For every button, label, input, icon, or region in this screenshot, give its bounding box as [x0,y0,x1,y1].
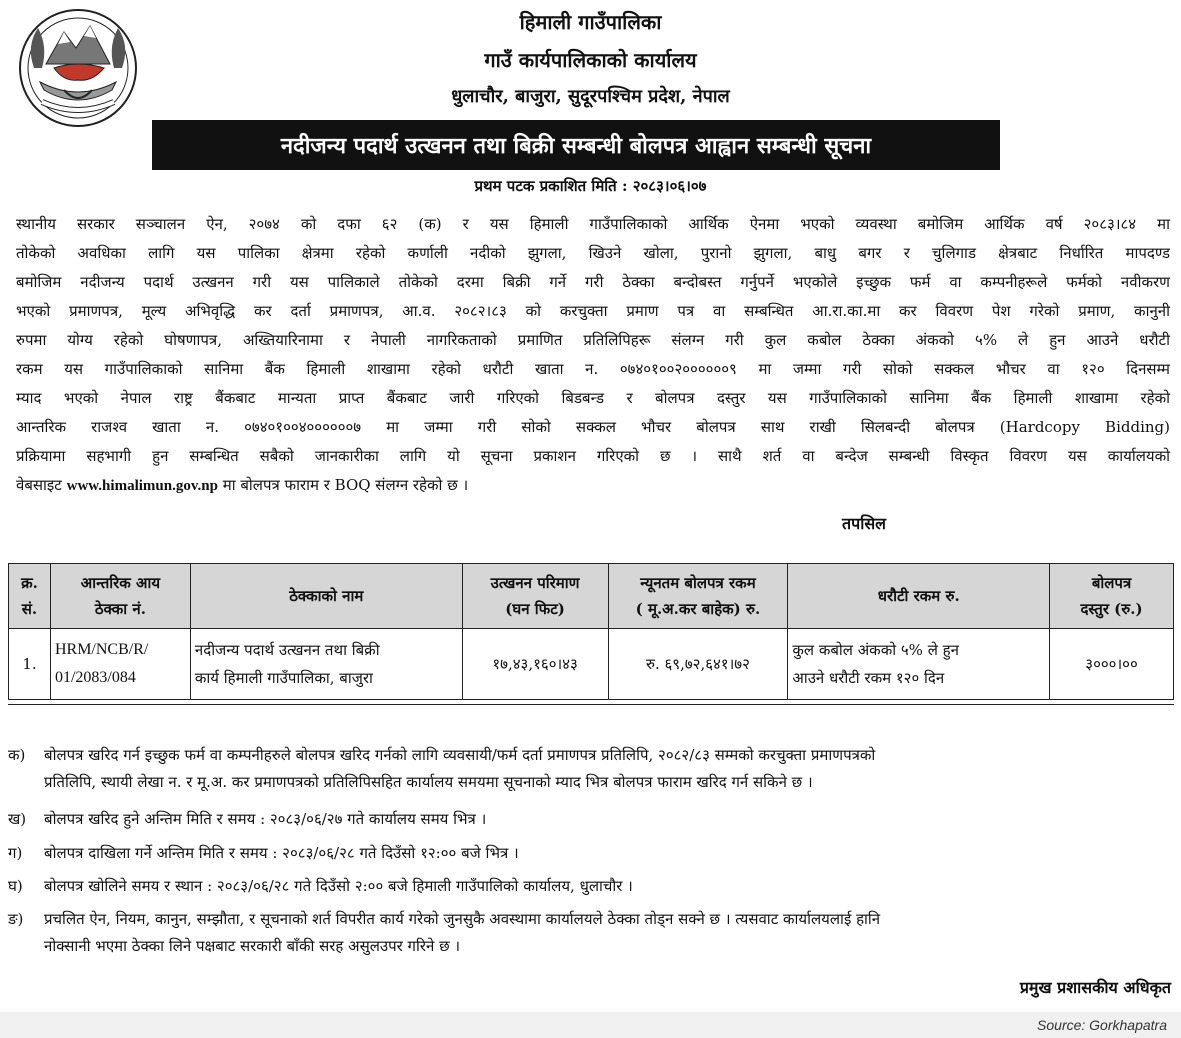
cell-contract-name: नदीजन्य पदार्थ उत्खनन तथा बिक्री कार्य हिमाली गाउँपालिका, बाजुरा [190,629,462,700]
table-row [9,629,1174,700]
body-line: म्याद भएको नेपाल राष्ट्र बैंकबाट मान्यता प्राप्त बैंकबाट जारी गरिएको बिडबन्ड र बोलपत्र दस्तुर यस गाउँपालिकाको सानिमा बैंक हिमाली शाखामा रहेको [16,389,1171,407]
condition-text: बोलपत्र खरिद गर्न इच्छुक फर्म वा कम्पनीहरुले बोलपत्र खरिद गर्नको लागि व्यवसायी/फर्म दर्ता प्रमाणपत्र प्रतिलिपि, २०८२/८३ सम्मको करचुक्ता प्रमाणपत्रको [44,746,876,764]
cell-sn: 1. [9,629,51,700]
notice-body [16,210,1170,501]
body-line: बमोजिम नदीजन्य पदार्थ उत्खनन गरी यस पालिकाले तोकेको दरमा बिक्री गर्ने गरी ठेक्का बन्दोबस्त गर्नुपर्ने भएकोले इच्छुक फर्म वा कम्पनीहरूले फर्मको नवीकरण [16,273,1170,291]
body-line: स्थानीय सरकार सञ्चालन ऐन, २०७४ को दफा ६२ (क) र यस हिमाली गाउँपालिकाको आर्थिक ऐनमा भएको व्यवस्था बमोजिम आर्थिक वर्ष २०८३।८४ मा [16,215,1170,233]
condition-text: प्रचलित ऐन, नियम, कानुन, सम्झौता, र सूचनाको शर्त विपरीत कार्य गरेको जुनसुकै अवस्थामा कार्यालयले ठेक्का तोड्न सक्ने छ । त्यसवाट कार्यालयलाई हानि [44,910,881,928]
condition-label: ख) [8,810,27,828]
table-header-row [9,564,1174,629]
body-line: रकम यस गाउँपालिकाको सानिमा बैंक हिमाली शाखामा रहेको धरौटी खाता न. ०७४०१००२००००००९ मा जम्मा गरी सोको सक्कल भौचर वा १२० दिनसम्म [16,360,1170,378]
website-link[interactable]: www.himalimun.gov.np [66,478,218,494]
col-header-min-bid: न्यूनतम बोलपत्र रकम ( मू.अ.कर बाहेक) रु. [608,564,788,629]
col-header-quantity: उत्खनन परिमाण (घन फिट) [462,564,608,629]
schedule-heading: तपसिल [842,514,887,533]
divider [8,704,1174,705]
body-line: तोकेको अवधिका लागि यस पालिका क्षेत्रमा रहेको कर्णाली नदीको झुगला, खिउने खोला, पुरानो झुगला, बाधु बगर र चुलिगाड क्षेत्रबाट निर्धारित मापदण्ड [16,244,1170,262]
condition-text: बोलपत्र दाखिला गर्ने अन्तिम मिति र समय : २०८३/०६/२८ गते दिउँसो १२:०० बजे भित्र । [44,844,519,862]
municipality-name: हिमाली गाउँपालिका [519,10,662,34]
body-line: प्रक्रियामा सहभागी हुन सम्बन्धित सबैको जानकारीका लागि यो सूचना प्रकाशन गरिएको छ । साथै शर्त वा बन्देज सम्बन्धी विस्कृत विवरण यस कार्यालयको [16,447,1170,465]
condition-item [8,906,1168,960]
bid-table [8,563,1174,700]
body-website-prefix: वेबसाइट [16,476,62,494]
condition-text: बोलपत्र खरिद हुने अन्तिम मिति र समय : २०८३/०६/२७ गते कार्यालय समय भित्र । [44,810,487,828]
source-credit: Source: Gorkhapatra [0,1012,1181,1038]
col-header-deposit: धरौटी रकम रु. [788,564,1050,629]
col-header-fee: बोलपत्र दस्तुर (रु.) [1050,564,1174,629]
cell-quantity: १७,४३,१६०।४३ [462,629,608,700]
body-website-suffix: मा बोलपत्र फाराम र BOQ संलग्न रहेको छ । [222,476,469,494]
office-address: धुलाचौर, बाजुरा, सुदूरपश्चिम प्रदेश, नेपाल [451,86,730,107]
body-line: भएको प्रमाणपत्र, मूल्य अभिवृद्धि कर दर्ता प्रमाणपत्र, आ.व. २०८२।८३ को करचुक्ता प्रमाण पत्र वा सम्बन्धित आ.रा.का.मा कर विवरण पेश गरेको प्रमाण, कानुनी [16,302,1170,320]
condition-label: क) [8,746,26,764]
publish-date: प्रथम पटक प्रकाशित मिति : २०८३।०६।०७ [474,177,707,195]
condition-label: ङ) [8,910,24,928]
condition-item [8,742,1168,796]
col-header-contract-name: ठेक्काको नाम [190,564,462,629]
cell-fee: ३०००।०० [1050,629,1174,700]
cell-deposit: कुल कबोल अंकको ५% ले हुन आउने धरौटी रकम १२० दिन [788,629,1050,700]
condition-text: नोक्सानी भएमा ठेक्का लिने पक्षबाट सरकारी बाँकी सरह असुलउपर गरिने छ । [44,937,461,955]
condition-item [8,840,1168,867]
body-line: रुपमा योग्य रहेको घोषणापत्र, अख्तियारिनामा र नेपाली नागरिकताको प्रमाणित प्रतिलिपिहरू संलग्न गरी कुल कबोल ठेक्का अंकको ५% ले हुन आउने धरौटी [16,331,1170,349]
body-line-last [16,471,1170,501]
notice-title-banner [152,120,1000,170]
office-name: गाउँ कार्यपालिकाको कार्यालय [484,48,697,72]
cell-min-bid: रु. ६९,७२,६४१।७२ [608,629,788,700]
col-header-sn: क्र. सं. [9,564,51,629]
condition-label: ग) [8,844,23,862]
col-header-contract-no: आन्तरिक आय ठेक्का नं. [50,564,190,629]
cell-contract-no: HRM/NCB/R/ 01/2083/084 [50,629,190,700]
condition-text: प्रतिलिपि, स्थायी लेखा न. र मू.अ. कर प्रमाणपत्रको प्रतिलिपिसहित कार्यालय समयमा सूचनाको म्याद भित्र बोलपत्र फाराम खरिद गर्न सकिने छ । [44,773,813,791]
condition-text: बोलपत्र खोलिने समय र स्थान : २०८३/०६/२८ गते दिउँसो २:०० बजे हिमाली गाउँपालिको कार्यालय, धुलाचौर । [44,877,633,895]
condition-label: घ) [8,877,23,895]
condition-item [8,873,1168,900]
body-line: आन्तरिक राजश्व खाता न. ०७४०१००४००००००७ मा जम्मा गरी सोको सक्कल भौचर बोलपत्र साथ राखी सिलबन्दी बोलपत्र (Hardcopy Bidding) [16,418,1170,436]
condition-item [8,806,1168,833]
signatory-title: प्रमुख प्रशासकीय अधिकृत [1019,978,1171,997]
notice-title: नदीजन्य पदार्थ उत्खनन तथा बिक्री सम्बन्धी बोलपत्र आह्वान सम्बन्धी सूचना [280,133,872,159]
